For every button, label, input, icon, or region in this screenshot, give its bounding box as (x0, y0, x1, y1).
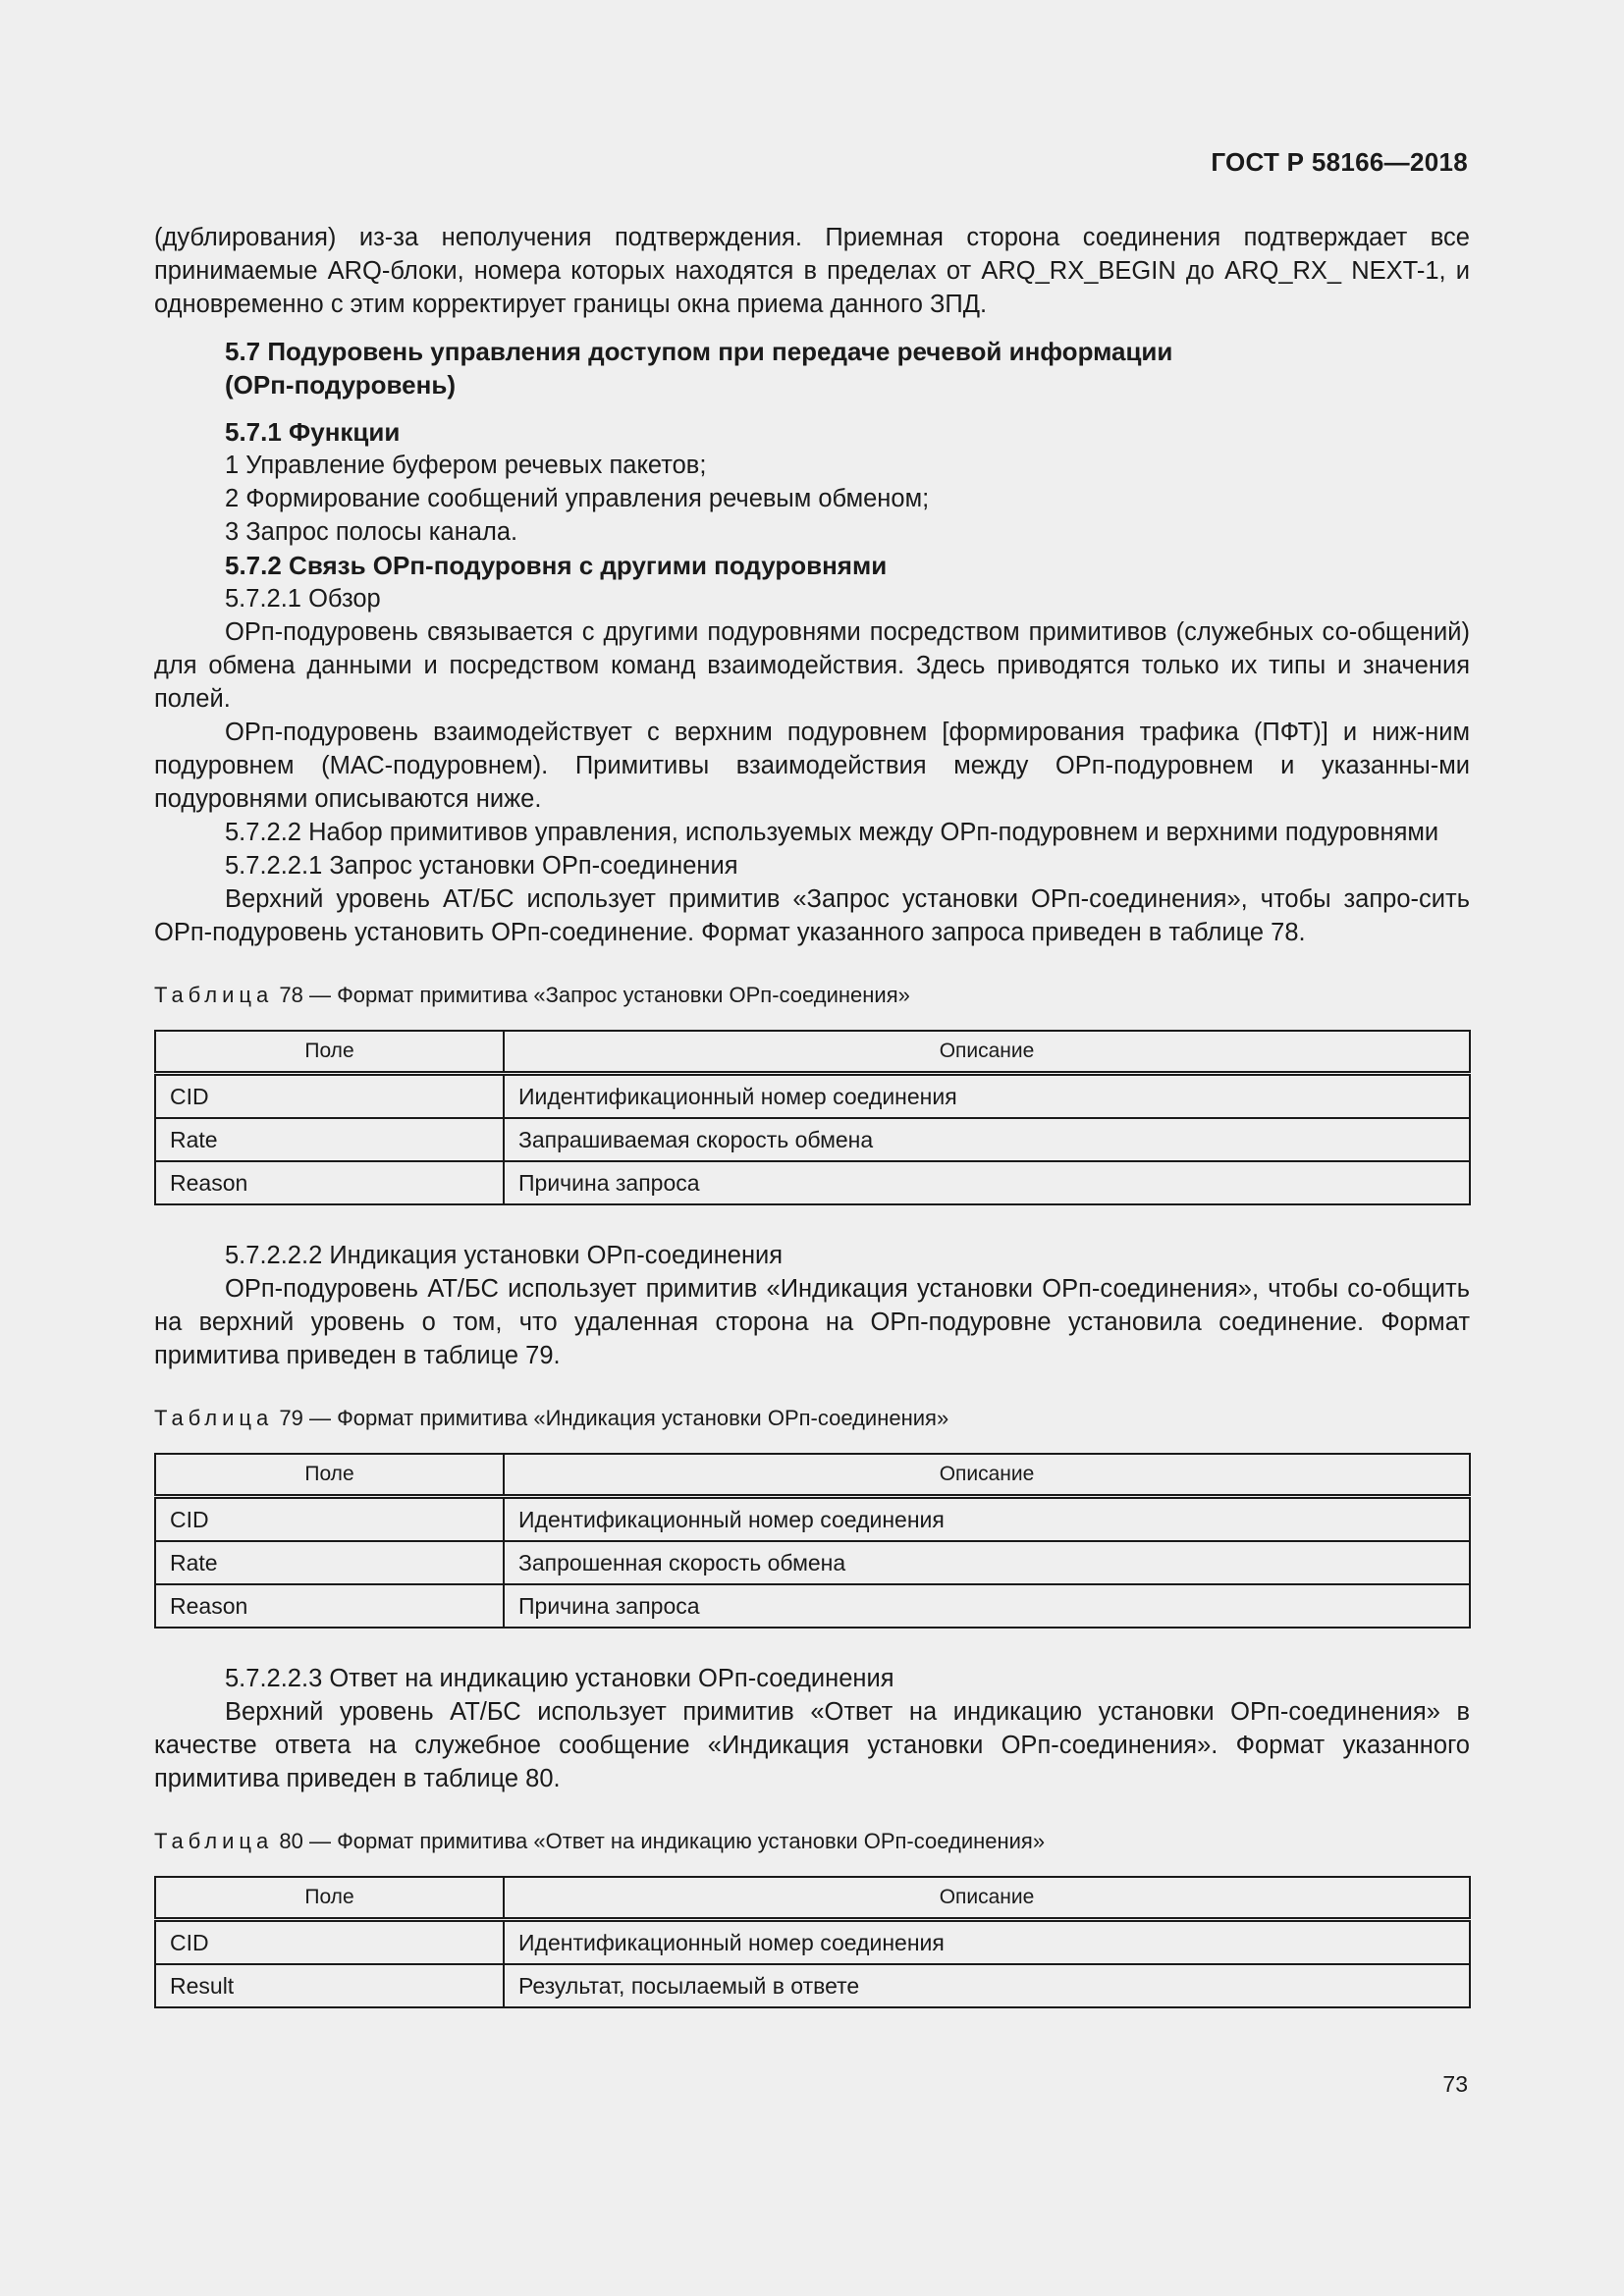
table-caption-text: 79 — Формат примитива «Индикация установки ОРп-соединения» (273, 1406, 949, 1430)
table-caption (154, 981, 1470, 1010)
table-header-row (155, 1031, 1470, 1074)
table-80 (154, 1876, 1471, 2008)
table-cell-field: Rate (155, 1118, 504, 1161)
table-cell-description: Иидентификационный номер соединения (504, 1074, 1470, 1119)
table-cell-description: Идентификационный номер соединения (504, 1497, 1470, 1542)
page-number: 73 (1442, 2071, 1468, 2097)
page-body (154, 221, 1470, 2042)
table-cell-description: Идентификационный номер соединения (504, 1920, 1470, 1965)
table-cell-field: Reason (155, 1161, 504, 1204)
table-cell-field: Reason (155, 1584, 504, 1628)
table-row (155, 1920, 1470, 1965)
list-item: 1 Управление буфером речевых пакетов; (225, 452, 707, 479)
table-78 (154, 1030, 1471, 1205)
table-cell-description: Результат, посылаемый в ответе (504, 1964, 1470, 2007)
table-cell-field: Result (155, 1964, 504, 2007)
table-cell-field: Rate (155, 1541, 504, 1584)
table-cell-field: CID (155, 1074, 504, 1119)
column-header-description: Описание (504, 1877, 1470, 1920)
section-heading-line: 5.7 Подуровень управления доступом при передаче речевой информации (225, 337, 1173, 366)
table-row (155, 1497, 1470, 1542)
table-header-row (155, 1877, 1470, 1920)
subsection-heading: 5.7.2.2.1 Запрос установки ОРп-соединения (225, 852, 738, 880)
table-label: Таблица (154, 983, 274, 1007)
section-heading-5-7 (154, 335, 1470, 401)
table-caption (154, 1827, 1470, 1856)
table-row (155, 1541, 1470, 1584)
table-caption-text: 80 — Формат примитива «Ответ на индикацию установки ОРп-соединения» (273, 1829, 1046, 1853)
subsection-heading: 5.7.2.1 Обзор (225, 585, 381, 613)
list-item: 2 Формирование сообщений управления речевым обменом; (225, 485, 930, 512)
table-row (155, 1964, 1470, 2007)
table-label: Таблица (154, 1829, 274, 1853)
column-header-description: Описание (504, 1454, 1470, 1497)
table-cell-field: CID (155, 1920, 504, 1965)
table-79 (154, 1453, 1471, 1629)
table-cell-description: Причина запроса (504, 1161, 1470, 1204)
table-row (155, 1074, 1470, 1119)
table-cell-description: Запрошенная скорость обмена (504, 1541, 1470, 1584)
table-cell-description: Запрашиваемая скорость обмена (504, 1118, 1470, 1161)
paragraph: Верхний уровень АТ/БС использует примитив «Запрос установки ОРп-соединения», чтобы запро-сить ОРп-подуровень установить ОРп-соединение. Формат указанного запроса приведен в таблице 78. (154, 885, 1470, 946)
paragraph: Верхний уровень АТ/БС использует примитив «Ответ на индикацию установки ОРп-соединения» в качестве ответа на служебное сообщение «Индикация установки ОРп-соединения». Формат указанного примитива приведен в таблице 80. (154, 1698, 1470, 1792)
table-header-row (155, 1454, 1470, 1497)
table-row (155, 1584, 1470, 1628)
table-cell-field: CID (155, 1497, 504, 1542)
column-header-description: Описание (504, 1031, 1470, 1074)
subsection-heading: 5.7.2.2.3 Ответ на индикацию установки ОРп-соединения (225, 1665, 894, 1692)
table-caption (154, 1404, 1470, 1433)
column-header-field: Поле (155, 1454, 504, 1497)
section-heading-line: (ОРп-подуровень) (225, 370, 456, 400)
paragraph: ОРп-подуровень АТ/БС использует примитив «Индикация установки ОРп-соединения», чтобы со-общить на верхний уровень о том, что удаленная сторона на ОРп-подуровне установила соединение. Формат примитива приведен в таблице 79. (154, 1275, 1470, 1369)
table-label: Таблица (154, 1406, 274, 1430)
section-heading-5-7-2: 5.7.2 Связь ОРп-подуровня с другими подуровнями (225, 551, 888, 580)
table-row (155, 1118, 1470, 1161)
paragraph: ОРп-подуровень связывается с другими подуровнями посредством примитивов (служебных со-общений) для обмена данными и посредством команд взаимодействия. Здесь приводятся только их типы и значения полей. (154, 618, 1470, 713)
subsection-heading: 5.7.2.2.2 Индикация установки ОРп-соединения (225, 1242, 784, 1269)
paragraph: ОРп-подуровень взаимодействует с верхним подуровнем [формирования трафика (ПФТ)] и ниж-ним подуровнем (МАС-подуровнем). Примитивы взаимодействия между ОРп-подуровнем и указанны-ми подуровнями описываются ниже. (154, 719, 1470, 813)
table-cell-description: Причина запроса (504, 1584, 1470, 1628)
table-caption-text: 78 — Формат примитива «Запрос установки ОРп-соединения» (273, 983, 910, 1007)
list-item: 3 Запрос полосы канала. (225, 518, 518, 546)
table-row (155, 1161, 1470, 1204)
paragraph: 5.7.2.2 Набор примитивов управления, используемых между ОРп-подуровнем и верхними подуровнями (225, 819, 1439, 846)
standard-number: ГОСТ Р 58166—2018 (1211, 147, 1468, 177)
column-header-field: Поле (155, 1031, 504, 1074)
section-heading-5-7-1: 5.7.1 Функции (225, 417, 401, 447)
column-header-field: Поле (155, 1877, 504, 1920)
paragraph-continued: (дублирования) из-за неполучения подтверждения. Приемная сторона соединения подтверждает все принимаемые ARQ-блоки, номера которых находятся в пределах от ARQ_RX_BEGIN до ARQ_RX_ NEXT-1, и одновременно с этим корректирует границы окна приема данного ЗПД. (154, 224, 1470, 318)
